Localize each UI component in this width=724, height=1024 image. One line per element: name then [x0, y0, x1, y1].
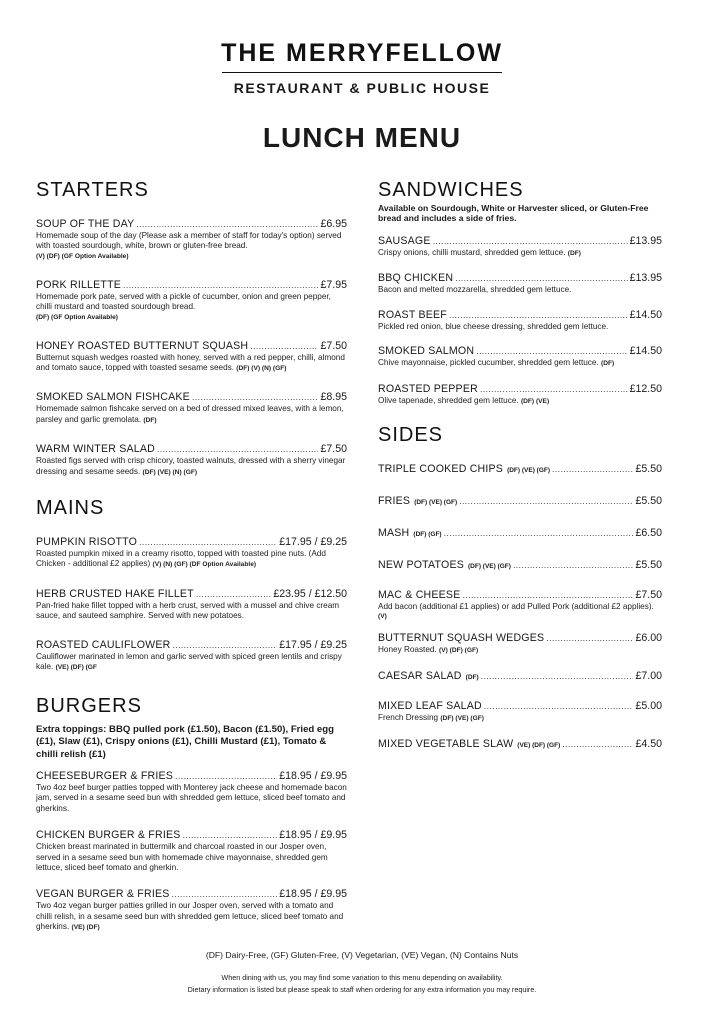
item-price: £17.95 / £9.25 — [279, 638, 347, 651]
item-price: £7.50 — [320, 443, 347, 456]
menu-item — [36, 391, 347, 426]
item-diet: (DF) (V) (N) (GF) — [236, 365, 287, 373]
starters-section — [36, 178, 347, 478]
mains-section — [36, 496, 347, 673]
item-price: £7.50 — [320, 339, 347, 352]
item-name: ROAST BEEF — [378, 308, 447, 321]
sandwiches-heading: SANDWICHES — [378, 179, 524, 201]
item-name: MIXED LEAF SALAD — [378, 699, 482, 712]
item-diet: (VE) (DF) (GF) — [517, 742, 561, 750]
header-divider — [222, 72, 502, 73]
dietary-note: Dietary information is listed but please speak to staff when ordering for any extra information you may require. — [187, 985, 537, 994]
item-price: £8.95 — [320, 391, 347, 404]
item-name: HONEY ROASTED BUTTERNUT SQUASH — [36, 339, 249, 352]
menu-item — [378, 700, 662, 724]
item-description: Cauliflower marinated in lemon and garlic served with spiced green lentils and crispy kale. (VE) (DF) (GF — [36, 651, 342, 672]
menu-item — [36, 279, 347, 323]
menu-item — [36, 443, 347, 478]
item-name: MIXED VEGETABLE SLAW — [378, 738, 514, 751]
item-description: Crispy onions, chilli mustard, shredded gem lettuce. (DF) — [378, 248, 581, 257]
item-price: £23.95 / £12.50 — [273, 587, 347, 600]
item-description: Pan-fried hake fillet topped with a herb crust, served with a mussel and chive cream sauce, and sauteed samphire. Served with new potatoes. — [36, 600, 340, 621]
item-diet: (DF) — [601, 360, 615, 368]
menu-item — [378, 632, 662, 656]
item-price: £12.50 — [629, 382, 662, 395]
item-diet: (VE) (DF) (GF — [55, 664, 97, 672]
restaurant-subtitle: RESTAURANT & PUBLIC HOUSE — [233, 80, 491, 96]
item-description: Butternut squash wedges roasted with honey, served with a red pepper, chilli, almond and tomato sauce, topped with toasted sesame seeds. (DF) (V) (N) (GF) — [36, 352, 345, 373]
item-price: £14.50 — [629, 345, 662, 358]
item-description: Roasted figs served with crisp chicory, toasted walnuts, dressed with a sherry vinegar dressing and sesame seeds. (DF) (VE) (N) (GF) — [36, 456, 346, 476]
menu-item — [378, 527, 662, 541]
menu-item — [378, 272, 662, 295]
menu-item — [36, 340, 347, 375]
item-diet: (DF) — [567, 250, 581, 257]
item-price: £6.00 — [635, 632, 662, 645]
menu-item — [378, 559, 662, 573]
availability-note: When dining with us, you may find some variation to this menu depending on availability. — [221, 973, 503, 982]
item-description: Add bacon (additional £1 applies) or add Pulled Pork (additional £2 applies). — [378, 602, 654, 612]
burgers-section — [36, 694, 347, 934]
menu-title: LUNCH MENU — [262, 122, 462, 153]
item-price: £5.00 — [635, 699, 662, 712]
burgers-heading: BURGERS — [36, 694, 142, 717]
item-name: WARM WINTER SALAD — [36, 443, 155, 456]
item-description: Two 4oz vegan burger patties grilled in our Josper oven, served with a tomato and chilli relish, in a sesame seed bun with shredded gem lettuce, sliced beef tomato and gherkins. (VE) (DF) — [36, 901, 344, 932]
item-price: £17.95 / £9.25 — [279, 536, 347, 549]
menu-item — [378, 495, 662, 509]
item-description: Pickled red onion, blue cheese dressing, shredded gem lettuce. — [378, 321, 609, 331]
menu-item — [36, 218, 347, 262]
menu-item — [36, 888, 347, 933]
item-description: Roasted pumpkin mixed in a creamy risotto, topped with toasted pine nuts. (Add Chicken - additional £2 applies) (V) (N) (GF) (DF Option Available) — [36, 549, 326, 569]
item-diet: (V) — [378, 613, 387, 621]
sides-section — [378, 423, 662, 752]
item-name: SAUSAGE — [378, 235, 431, 247]
menu-item — [378, 738, 662, 752]
restaurant-name: THE MERRYFELLOW — [221, 39, 503, 67]
menu-item — [378, 309, 662, 332]
item-diet: (DF) — [143, 416, 157, 424]
item-diet: (V) (DF) (GF Option Available) — [36, 252, 129, 260]
item-price: £5.50 — [635, 559, 662, 572]
item-price: £4.50 — [635, 738, 662, 751]
menu-item — [36, 639, 347, 674]
menu-item — [36, 536, 347, 571]
item-diet: (DF) (VE) — [520, 397, 550, 405]
item-price: £7.50 — [635, 589, 662, 602]
item-diet: (DF) (VE) (GF) — [414, 499, 458, 507]
sandwiches-section — [378, 178, 662, 407]
item-name: HERB CRUSTED HAKE FILLET — [36, 587, 194, 600]
item-price: £13.95 — [629, 235, 662, 247]
item-diet: (DF) (VE) (GF) — [467, 563, 511, 571]
item-price: £6.95 — [320, 218, 347, 230]
diet-legend: (DF) Dairy-Free, (GF) Gluten-Free, (V) Vegetarian, (VE) Vegan, (N) Contains Nuts — [205, 950, 519, 960]
item-name: ROASTED PEPPER — [378, 382, 478, 395]
item-diet: (DF) (GF) — [413, 531, 442, 539]
item-name: SMOKED SALMON — [378, 345, 475, 358]
item-description: Homemade salmon fishcake served on a bed of dressed mixed leaves, with a lemon, parsley and garlic gremolata. (DF) — [36, 404, 344, 424]
item-name: BBQ CHICKEN — [378, 272, 454, 285]
item-diet: (DF) — [465, 673, 479, 681]
item-diet: (DF) (VE) (GF) — [440, 714, 484, 722]
item-name: PUMPKIN RISOTTO — [36, 536, 138, 549]
item-diet: (V) (DF) (GF) — [439, 647, 479, 655]
item-name: BUTTERNUT SQUASH WEDGES — [378, 632, 545, 645]
item-name: PORK RILLETTE — [36, 278, 122, 291]
mains-heading: MAINS — [36, 497, 105, 520]
menu-item — [378, 383, 662, 407]
item-price: £14.50 — [629, 308, 662, 321]
item-name: NEW POTATOES — [378, 559, 464, 572]
menu-item — [378, 463, 662, 477]
item-description: Honey Roasted. (V) (DF) (GF) — [378, 645, 479, 655]
item-price: £13.95 — [629, 272, 662, 285]
item-name: CHEESEBURGER & FRIES — [36, 770, 174, 782]
right-column — [378, 178, 662, 752]
item-price: £18.95 / £9.95 — [279, 888, 347, 901]
menu-header — [0, 38, 724, 97]
item-diet: (V) (N) (GF) (DF Option Available) — [152, 561, 257, 569]
menu-item — [378, 235, 662, 259]
item-description: Bacon and melted mozzarella, shredded gem lettuce. — [378, 285, 572, 295]
item-price: £6.50 — [635, 527, 662, 540]
item-name: CHICKEN BURGER & FRIES — [36, 829, 181, 842]
item-name: MASH — [378, 527, 410, 540]
item-description: Two 4oz beef burger patties topped with Monterey jack cheese and homemade bacon jam, served in a sesame seed bun with shredded gem lettuce, sliced beef tomato and gherkins. — [36, 783, 347, 813]
item-diet: (DF) (VE) (GF) — [507, 467, 551, 475]
item-name: SOUP OF THE DAY — [36, 218, 135, 230]
burger-extras: Extra toppings: BBQ pulled pork (£1.50), Bacon (£1.50), Fried egg (£1), Slaw (£1), Crispy onions (£1), Chilli Mustard (£1), Tomato & chilli relish (£1) — [36, 723, 334, 760]
item-diet: (DF) (GF Option Available) — [36, 313, 118, 321]
item-price: £5.50 — [635, 495, 662, 508]
item-description: French Dressing (DF) (VE) (GF) — [378, 712, 484, 722]
item-price: £18.95 / £9.95 — [279, 829, 347, 842]
item-name: VEGAN BURGER & FRIES — [36, 888, 170, 901]
item-diet: (DF) (VE) (N) (GF) — [142, 468, 198, 476]
item-name: ROASTED CAULIFLOWER — [36, 638, 171, 651]
item-price: £5.50 — [635, 463, 662, 476]
item-diet: (VE) (DF) — [71, 924, 100, 932]
menu-item — [378, 345, 662, 369]
left-column — [36, 178, 347, 934]
menu-item — [36, 829, 347, 873]
starters-heading: STARTERS — [36, 179, 149, 201]
item-price: £18.95 / £9.95 — [279, 770, 347, 782]
item-name: FRIES — [378, 495, 411, 508]
item-description: Chive mayonnaise, pickled cucumber, shredded gem lettuce. (DF) — [378, 358, 615, 368]
item-price: £7.00 — [635, 669, 662, 682]
item-name: CAESAR SALAD — [378, 669, 462, 682]
item-name: MAC & CHEESE — [378, 589, 461, 602]
item-description: Homemade soup of the day (Please ask a member of staff for today's option) served with toasted sourdough, white, brown or gluten-free bread. — [36, 231, 342, 251]
menu-item — [378, 670, 662, 684]
menu-item — [36, 770, 347, 814]
sides-heading: SIDES — [378, 424, 444, 447]
item-name: SMOKED SALMON FISHCAKE — [36, 391, 190, 404]
item-description: Homemade pork pate, served with a pickle of cucumber, onion and green pepper, chilli mustard and toasted sourdough bread. — [36, 291, 331, 312]
item-description: Olive tapenade, shredded gem lettuce. (DF) (VE) — [378, 395, 550, 405]
menu-item — [36, 588, 347, 622]
item-name: TRIPLE COOKED CHIPS — [378, 463, 504, 476]
sandwiches-note: Available on Sourdough, White or Harvester sliced, or Gluten-Free bread and includes a side of fries. — [378, 203, 649, 223]
menu-item — [378, 589, 662, 622]
item-description: Chicken breast marinated in buttermilk and charcoal roasted in our Josper oven, served in a sesame seed bun with homemade chive mayonnaise, shredded gem lettuce, sliced beef tomato and gherkin. — [36, 842, 328, 873]
item-price: £7.95 — [320, 278, 347, 291]
